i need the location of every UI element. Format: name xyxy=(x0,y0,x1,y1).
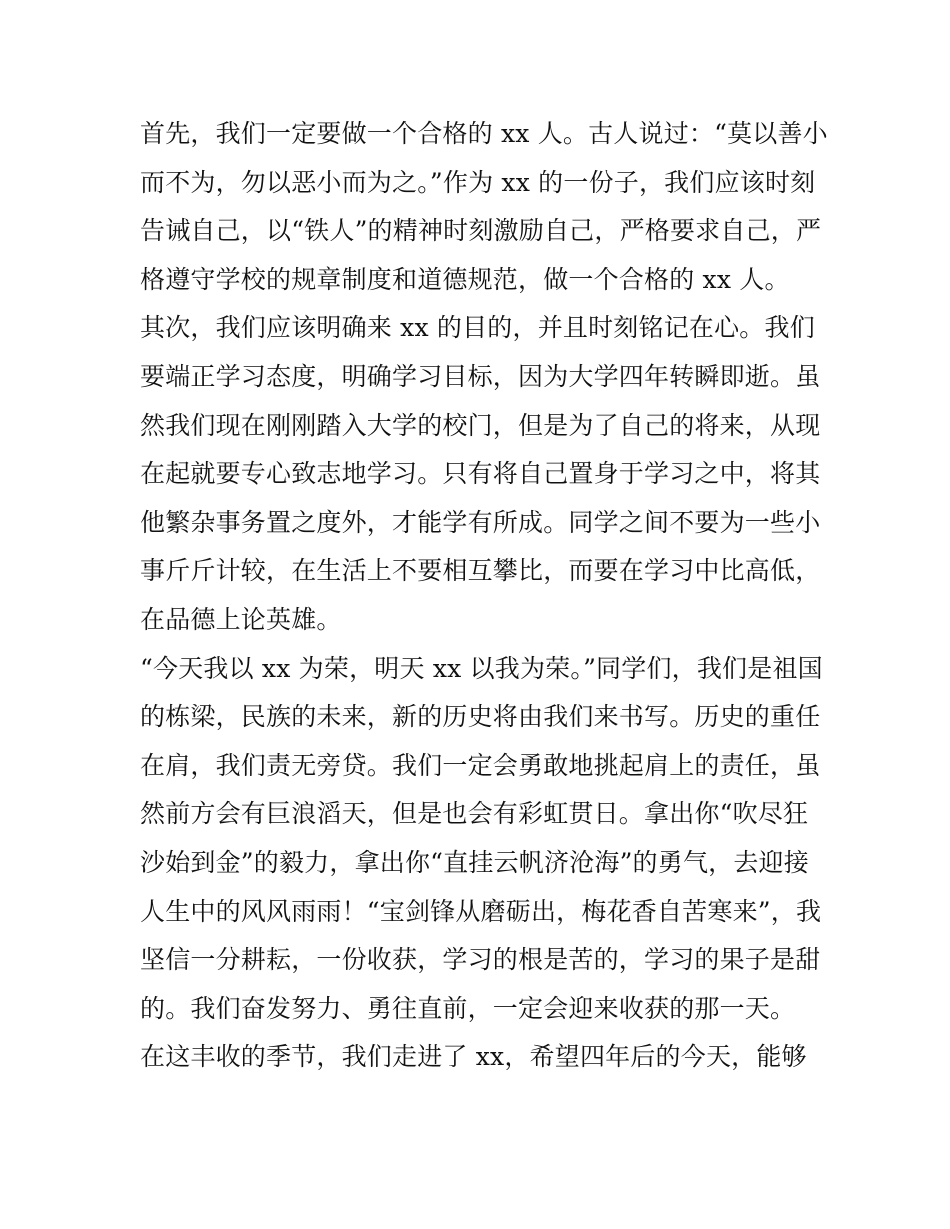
text-line: 而不为，勿以恶小而为之。”作为 xx 的一份子，我们应该时刻 xyxy=(140,167,816,197)
text-line: 在起就要专心致志地学习。只有将自己置身于学习之中，将其 xyxy=(140,459,821,489)
text-line: 的。我们奋发努力、勇往直前，一定会迎来收获的那一天。 xyxy=(140,993,796,1023)
body-text xyxy=(140,110,828,1082)
text-line: 告诫自己，以“铁人”的精神时刻激励自己，严格要求自己，严 xyxy=(140,216,822,246)
text-line: 在品德上论英雄。 xyxy=(140,604,342,634)
text-line: 要端正学习态度，明确学习目标，因为大学四年转瞬即逝。虽 xyxy=(140,361,821,391)
text-line: 人生中的风风雨雨！“宝剑锋从磨砺出，梅花香自苦寒来”，我 xyxy=(140,896,822,926)
text-line: 其次，我们应该明确来 xx 的目的，并且时刻铭记在心。我们 xyxy=(140,313,815,343)
text-line: 格遵守学校的规章制度和道德规范，做一个合格的 xx 人。 xyxy=(140,264,790,294)
text-line: 坚信一分耕耘，一份收获，学习的根是苦的，学习的果子是甜 xyxy=(140,945,821,975)
text-line: 的栋梁，民族的未来，新的历史将由我们来书写。历史的重任 xyxy=(140,702,821,732)
text-line: 事斤斤计较，在生活上不要相互攀比，而要在学习中比高低， xyxy=(140,556,821,586)
text-line: 沙始到金”的毅力，拿出你“直挂云帆济沧海”的勇气，去迎接 xyxy=(140,847,809,877)
text-line: 在肩，我们责无旁贷。我们一定会勇敢地挑起肩上的责任，虽 xyxy=(140,750,821,780)
text-line: 他繁杂事务置之度外，才能学有所成。同学之间不要为一些小 xyxy=(140,507,821,537)
text-line: 在这丰收的季节，我们走进了 xx，希望四年后的今天，能够 xyxy=(140,1042,807,1072)
text-line: 首先，我们一定要做一个合格的 xx 人。古人说过：“莫以善小 xyxy=(140,119,828,148)
text-line: “今天我以 xx 为荣，明天 xx 以我为荣。”同学们，我们是祖国 xyxy=(140,653,823,683)
text-line: 然前方会有巨浪滔天，但是也会有彩虹贯日。拿出你“吹尽狂 xyxy=(140,799,809,829)
text-line: 然我们现在刚刚踏入大学的校门，但是为了自己的将来，从现 xyxy=(140,410,821,440)
